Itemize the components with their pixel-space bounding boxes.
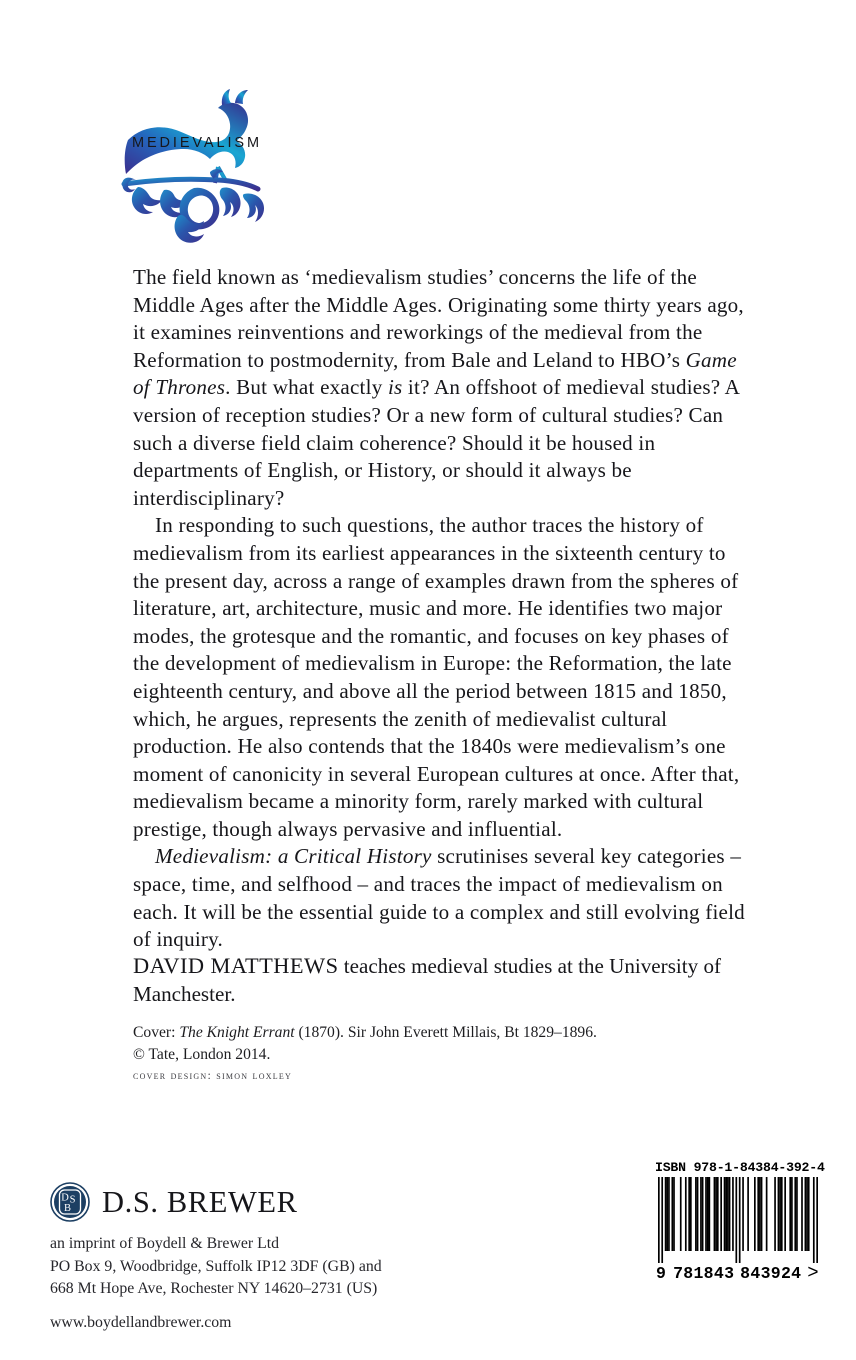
svg-text:S: S <box>69 1194 76 1206</box>
blurb-run: The field known as ‘medievalism studies’ concerns the life of the Middle Ages after the Middle Ages. Originating some thirty years ago, it examines reinventions and reworkings of the medieval from the Reformation to postmodernity, from Bale and Leland to HBO’s <box>133 265 744 372</box>
blurb-text <box>133 264 745 954</box>
dsb-emblem-icon <box>50 1182 90 1222</box>
vine-leaf-right-icon <box>220 188 241 217</box>
series-wordmark: MEDIEVALISM <box>132 135 262 151</box>
publisher-name: D.S. BREWER <box>102 1184 298 1219</box>
blurb-paragraph <box>133 264 745 512</box>
publisher-website: www.boydellandbrewer.com <box>50 1313 232 1331</box>
blurb-italic-run: Game of Thrones <box>133 347 737 400</box>
publisher-address <box>50 1233 570 1301</box>
cover-credit-prefix: Cover: <box>133 1024 180 1041</box>
blurb-run: In responding to such questions, the author traces the history of medievalism from its earliest appearances in the sixteenth century to the present day, across a range of examples drawn from the spheres of literature, art, architecture, music and more. He identifies two major modes, the grotesque and the romantic, and focuses on key phases of the development of medievalism in Europe: the Reformation, the late eighteenth century, and above all the period between 1815 and 1850, which, he argues, represents the zenith of medievalist cultural production. He also contends that the 1840s were medievalism’s one moment of canonicity in several European cultures at once. After that, medievalism became a minority form, rarely marked with cultural prestige, though always pervasive and influential. <box>133 513 740 841</box>
blurb-paragraph <box>133 512 745 843</box>
cover-rights-line: © Tate, London 2014. <box>133 1045 271 1063</box>
cover-design-credit: cover design: simon loxley <box>133 1068 293 1082</box>
vine-stem-icon <box>124 179 258 189</box>
svg-text:B: B <box>63 1203 72 1214</box>
author-name: DAVID MATTHEWS <box>133 953 339 978</box>
barcode-digit-lead: 9 <box>656 1264 667 1283</box>
vine-leaf-tip-icon <box>243 193 264 222</box>
barcode-guard-mark: > <box>807 1262 819 1284</box>
isbn-label: ISBN 978-1-84384-392-4 <box>655 1160 825 1175</box>
blurb-run: scrutinises several key categories – space, time, and selfhood – and traces the impact of medievalism on each. It will be the essential guide to a complex and still evolving field of inquiry. <box>133 844 745 952</box>
vine-leaf-left-icon <box>132 187 162 214</box>
blurb-italic-run: is <box>387 375 403 400</box>
blurb-run: . But what exactly <box>225 375 388 400</box>
address-line-1: PO Box 9, Woodbridge, Suffolk IP12 3DF (GB) and <box>50 1257 382 1275</box>
barcode-digit-group-1: 781843 <box>673 1264 735 1283</box>
imprint-line: an imprint of Boydell & Brewer Ltd <box>50 1235 280 1252</box>
blurb-run: it? An offshoot of medieval studies? A version of reception studies? Or a new form of cultural studies? Can such a diverse field claim coherence? Should it be housed in departments of English, or History, or should it always be interdisciplinary? <box>133 375 739 510</box>
series-logo <box>118 88 288 248</box>
author-bio <box>133 952 733 1008</box>
peacock-vine-emblem-icon <box>118 88 288 248</box>
address-line-2: 668 Mt Hope Ave, Rochester NY 14620–2731 (US) <box>50 1280 378 1298</box>
blurb-paragraph <box>133 843 745 953</box>
isbn-barcode-block <box>655 1160 825 1284</box>
cover-credit-suffix: (1870). Sir John Everett Millais, Bt 1829–1896. <box>294 1024 597 1041</box>
peacock-crest-icon <box>222 89 231 105</box>
barcode-digits <box>655 1262 820 1284</box>
svg-text:D: D <box>61 1192 69 1204</box>
publisher-block <box>50 1180 570 1332</box>
peacock-crest-icon-2 <box>235 90 248 104</box>
barcode-digit-group-2: 843924 <box>740 1264 802 1283</box>
barcode-bars <box>655 1177 820 1263</box>
ean13-barcode-icon <box>658 1177 818 1263</box>
blurb-italic-run: Medievalism: a Critical History <box>155 844 432 869</box>
cover-artwork-title: The Knight Errant <box>179 1024 295 1041</box>
author-bio-text: teaches medieval studies at the University of Manchester. <box>133 954 722 1006</box>
publisher-logo-row <box>50 1180 570 1224</box>
cover-artwork-credit <box>133 1022 693 1065</box>
